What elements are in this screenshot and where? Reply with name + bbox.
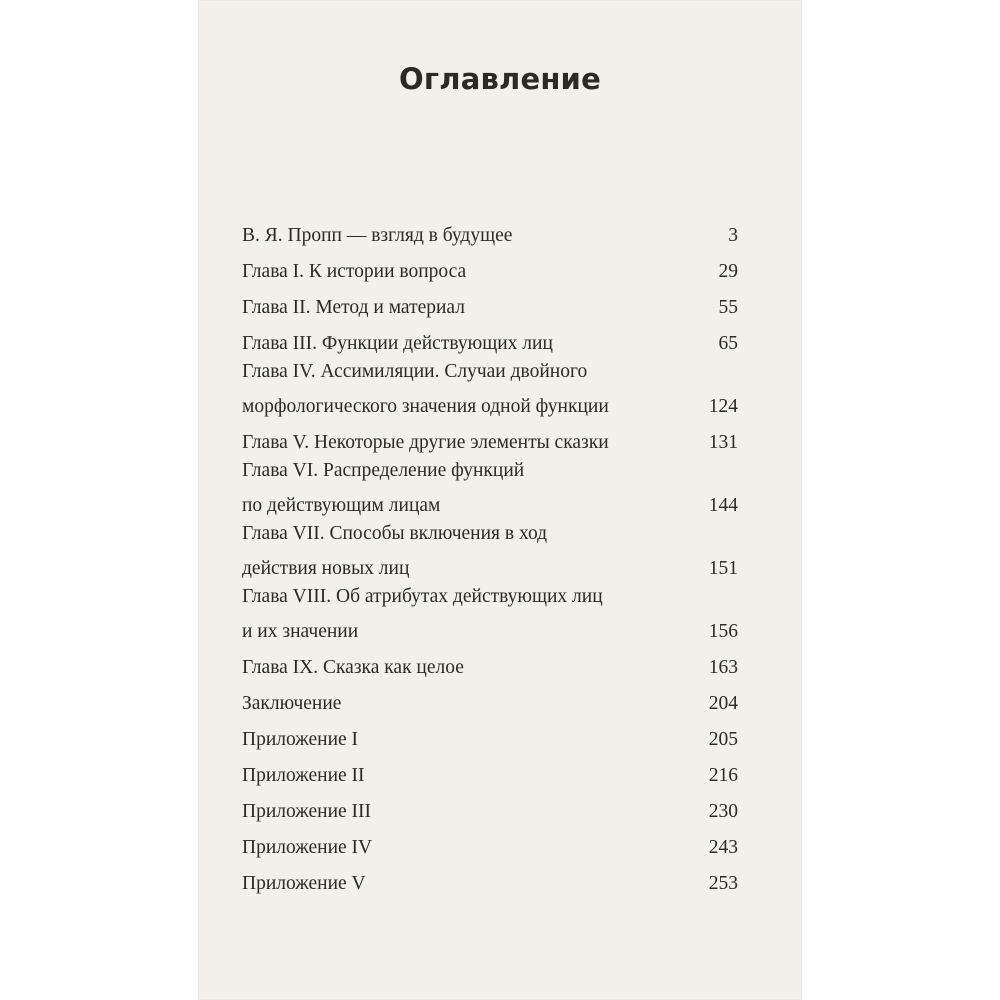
- toc-entry: [242, 250, 738, 282]
- dot-leader: [371, 754, 703, 781]
- dot-leader: [415, 547, 702, 574]
- toc-entry-title: Приложение III: [242, 801, 372, 822]
- toc-entry-title-line: Глава IV. Ассимиляции. Случаи двойного: [242, 361, 588, 382]
- toc-entry: [242, 421, 738, 453]
- toc-entry-title: Глава I. К истории вопроса: [242, 261, 467, 282]
- toc-entry-title: морфологического значения одной функции: [242, 396, 609, 417]
- toc-entry-title: Глава III. Функции действующих лиц: [242, 333, 553, 354]
- toc-entry-title: Приложение IV: [242, 837, 373, 858]
- toc-entry-page: 163: [708, 657, 738, 678]
- table-of-contents: [242, 214, 738, 898]
- dot-leader: [518, 214, 722, 241]
- dot-leader: [378, 826, 703, 853]
- toc-entry-page: 124: [708, 396, 738, 417]
- toc-entry: [242, 862, 738, 894]
- toc-entry-title: Глава V. Некоторые другие элементы сказки: [242, 432, 609, 453]
- toc-entry-title-line: Глава VIII. Об атрибутах действующих лиц: [242, 586, 603, 607]
- toc-entry: [242, 322, 738, 354]
- dot-leader: [615, 385, 703, 412]
- toc-entry: [242, 754, 738, 786]
- dot-leader: [372, 862, 703, 889]
- toc-entry-page: 131: [708, 432, 738, 453]
- toc-entry-title: и их значении: [242, 621, 359, 642]
- toc-entry: [242, 682, 738, 714]
- toc-entry-title: действия новых лиц: [242, 558, 410, 579]
- toc-entry-page: 243: [708, 837, 738, 858]
- toc-entry-page: 230: [708, 801, 738, 822]
- book-page: [198, 0, 802, 1000]
- toc-entry: [242, 214, 738, 246]
- dot-leader: [446, 484, 702, 511]
- toc-entry-page: 65: [718, 333, 738, 354]
- toc-entry-page: 204: [708, 693, 738, 714]
- toc-entry: [242, 520, 738, 579]
- toc-entry-title: Глава II. Метод и материал: [242, 297, 465, 318]
- toc-entry-title-line: Глава VI. Распределение функций: [242, 460, 525, 481]
- toc-entry-page: 156: [708, 621, 738, 642]
- toc-entry-page: 253: [708, 873, 738, 894]
- dot-leader: [471, 286, 713, 313]
- toc-entry-title: В. Я. Пропп — взгляд в будущее: [242, 225, 513, 246]
- toc-entry: [242, 457, 738, 516]
- dot-leader: [377, 790, 703, 817]
- dot-leader: [615, 421, 703, 448]
- toc-entry-title-line: Глава VII. Способы включения в ход: [242, 523, 548, 544]
- dot-leader: [559, 322, 713, 349]
- toc-entry-title: Заключение: [242, 693, 342, 714]
- toc-entry-title: Приложение I: [242, 729, 359, 750]
- toc-entry: [242, 718, 738, 750]
- toc-entry: [242, 826, 738, 858]
- toc-entry-title: Приложение II: [242, 765, 365, 786]
- toc-entry-title: по действующим лицам: [242, 495, 441, 516]
- toc-entry-page: 144: [708, 495, 738, 516]
- toc-entry-title: Приложение V: [242, 873, 366, 894]
- toc-entry-page: 29: [718, 261, 738, 282]
- dot-leader: [364, 610, 703, 637]
- dot-leader: [364, 718, 703, 745]
- page-title: Оглавление: [399, 62, 601, 96]
- toc-entry: [242, 583, 738, 642]
- toc-entry-page: 3: [728, 225, 738, 246]
- toc-entry: [242, 286, 738, 318]
- toc-entry-page: 205: [708, 729, 738, 750]
- toc-entry: [242, 790, 738, 822]
- toc-entry: [242, 646, 738, 678]
- toc-entry-title: Глава IX. Сказка как целое: [242, 657, 464, 678]
- dot-leader: [347, 682, 702, 709]
- toc-entry-page: 55: [718, 297, 738, 318]
- toc-entry-page: 216: [708, 765, 738, 786]
- dot-leader: [470, 646, 703, 673]
- dot-leader: [472, 250, 712, 277]
- toc-entry-page: 151: [708, 558, 738, 579]
- toc-entry: [242, 358, 738, 417]
